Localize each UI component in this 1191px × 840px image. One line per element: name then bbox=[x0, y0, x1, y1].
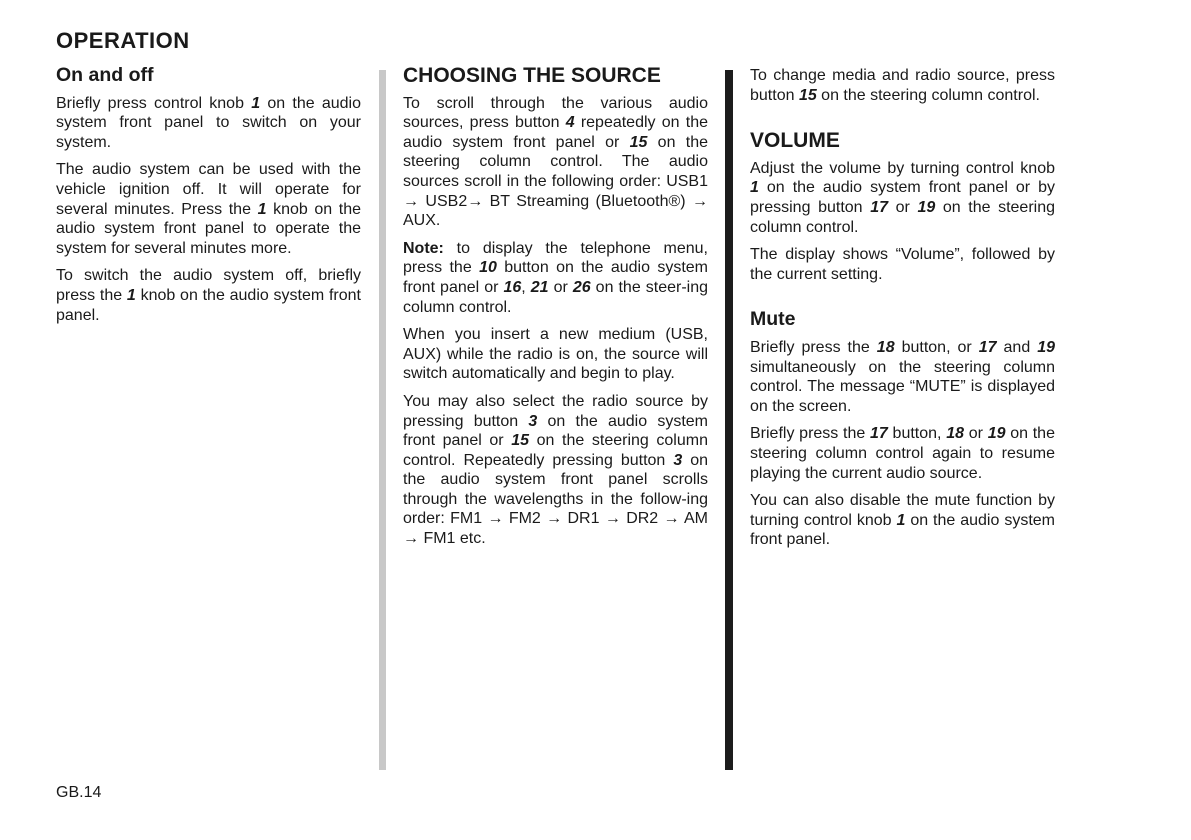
paragraph: To change media and radio source, press button 15 on the steering column control. bbox=[750, 67, 1055, 104]
section-heading-on-and-off: On and off bbox=[56, 64, 154, 86]
section-heading-volume: VOLUME bbox=[750, 129, 840, 153]
page-title: OPERATION bbox=[56, 28, 190, 53]
paragraph: The audio system can be used with the vehicle ignition off. It will operate for several minutes. Press the 1 knob on the audio system front panel to operate the system for several minutes more. bbox=[56, 161, 362, 257]
column-choosing-source bbox=[403, 66, 708, 557]
column-volume-mute bbox=[750, 66, 1055, 558]
paragraph: To switch the audio system off, briefly press the 1 knob on the audio system front panel. bbox=[56, 267, 361, 324]
paragraph: To scroll through the various audio sources, press button 4 repeatedly on the audio system front panel or 15 on the steering column control. The audio sources scroll in the following order: USB1 → USB2→ BT Streaming (Bluetooth®) → AUX. bbox=[403, 94, 709, 230]
column-divider-dark bbox=[725, 70, 733, 770]
paragraph: Adjust the volume by turning control knob 1 on the audio system front panel or by pressing button 17 or 19 on the steering column control. bbox=[750, 159, 1056, 236]
column-divider bbox=[379, 70, 386, 770]
page-number: GB.14 bbox=[56, 784, 102, 801]
paragraph: Briefly press control knob 1 on the audio system front panel to switch on your system. bbox=[56, 94, 361, 151]
note-paragraph: Note: to display the telephone menu, press the 10 button on the audio system front panel or 16, 21 or 26 on the steer-ing column control. bbox=[403, 239, 709, 316]
section-heading-choosing-source: CHOOSING THE SOURCE bbox=[403, 64, 661, 87]
paragraph: Briefly press the 17 button, 18 or 19 on the steering column control again to resume playing the current audio source. bbox=[750, 425, 1055, 482]
column-on-and-off bbox=[56, 66, 361, 333]
paragraph: You can also disable the mute function by turning control knob 1 on the audio system front panel. bbox=[750, 492, 1055, 549]
paragraph: The display shows “Volume”, followed by the current setting. bbox=[750, 246, 1055, 283]
paragraph: Briefly press the 18 button, or 17 and 19 simultaneously on the steering column control. The message “MUTE” is displayed on the screen. bbox=[750, 338, 1056, 415]
paragraph: You may also select the radio source by pressing button 3 on the audio system front panel or 15 on the steering column control. Repeatedly pressing button 3 on the audio system front panel scrolls through the wavelengths in the follow-ing order: FM1 → FM2 → DR1 → DR2 → AM → FM1 etc. bbox=[403, 392, 708, 548]
paragraph: When you insert a new medium (USB, AUX) while the radio is on, the source will switch automatically and begin to play. bbox=[403, 326, 708, 383]
section-heading-mute: Mute bbox=[750, 308, 796, 331]
